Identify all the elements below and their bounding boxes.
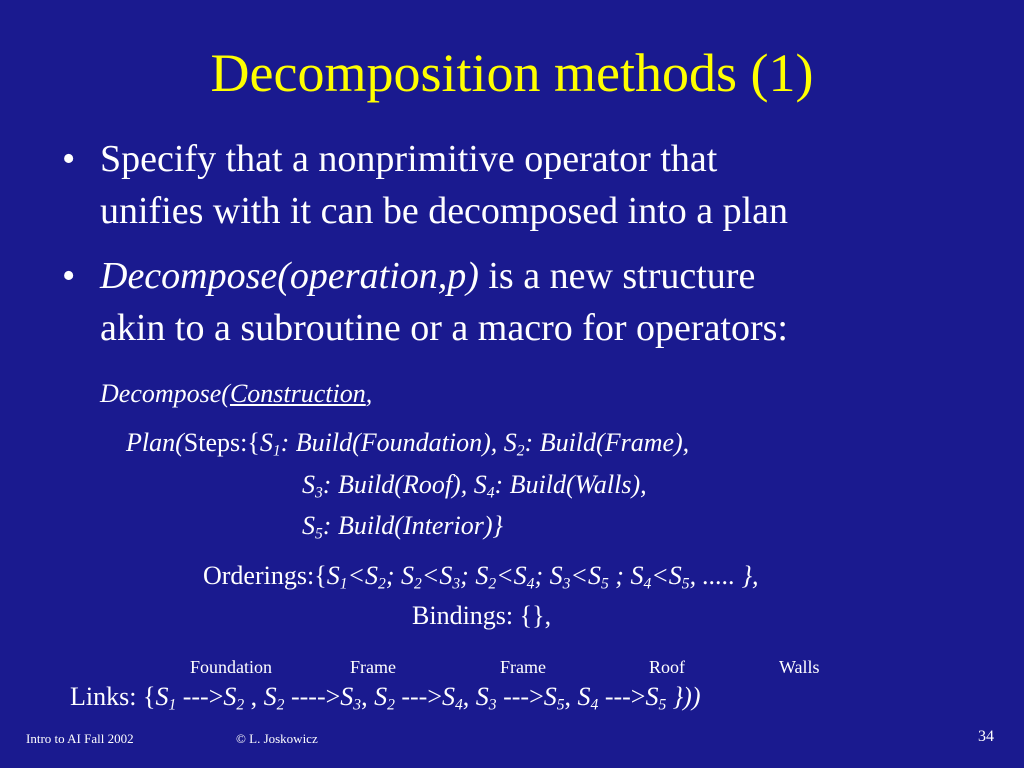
- bullet-2-line-2: akin to a subroutine or a macro for operators:: [100, 307, 788, 349]
- bindings-line: Bindings: {},: [412, 601, 552, 630]
- punctuation: ,: [365, 379, 373, 408]
- decompose-signature: Decompose(operation,p): [100, 255, 479, 297]
- bullet-2-text: is a new structure: [478, 255, 756, 297]
- link-condition-label: Roof: [649, 657, 685, 677]
- footer-course: Intro to AI Fall 2002: [26, 731, 134, 746]
- footer-copyright: © L. Joskowicz: [236, 731, 318, 746]
- decompose-line: [100, 377, 372, 411]
- link-condition-label: Frame: [500, 657, 546, 677]
- bullet-marker: •: [62, 138, 76, 180]
- decompose-keyword: Decompose(: [100, 379, 230, 408]
- orderings-label: Orderings:{: [203, 561, 327, 590]
- plan-steps-line-1: $Plan(Steps:\{S_1$: Build(Foundation), $S_2$: Build(Frame),: [126, 428, 690, 460]
- bullet-marker: •: [62, 255, 76, 297]
- link-condition-label: Walls: [779, 657, 820, 677]
- links-line: Links: {$S_1$ $--->S_2$ , $S_2$ $---->S_3$, $S_2$ $--->S_4$, $S_3$ $--->S_5$, $S_4$ $--->S_5$ })): [70, 682, 701, 714]
- plan-keyword: Plan(: [126, 428, 184, 457]
- bullet-1-line-2: unifies with it can be decomposed into a plan: [100, 190, 789, 232]
- orderings-line: $Orderings:\{S_1<S_2$; $S_2<S_3$; $S_2<S_4$; $S_3<S_5$ ; $S_4<S_5$, ..... },: [203, 561, 759, 593]
- construction-operator: Construction: [229, 379, 366, 408]
- plan-steps-line-3: $S_5$: Build(Interior)}: [302, 511, 503, 543]
- slide-title: Decomposition methods (1): [210, 43, 814, 103]
- steps-label: Steps:{: [183, 428, 260, 457]
- link-condition-label: Foundation: [190, 657, 273, 677]
- bullet-1-line-1: Specify that a nonprimitive operator that: [100, 138, 718, 180]
- links-label: Links: {: [70, 682, 156, 711]
- bullet-2-line-1: [100, 251, 755, 301]
- plan-steps-line-2: $S_3$: Build(Roof), $S_4$: Build(Walls),: [302, 470, 647, 502]
- link-condition-label: Frame: [350, 657, 396, 677]
- page-number: 34: [978, 728, 994, 745]
